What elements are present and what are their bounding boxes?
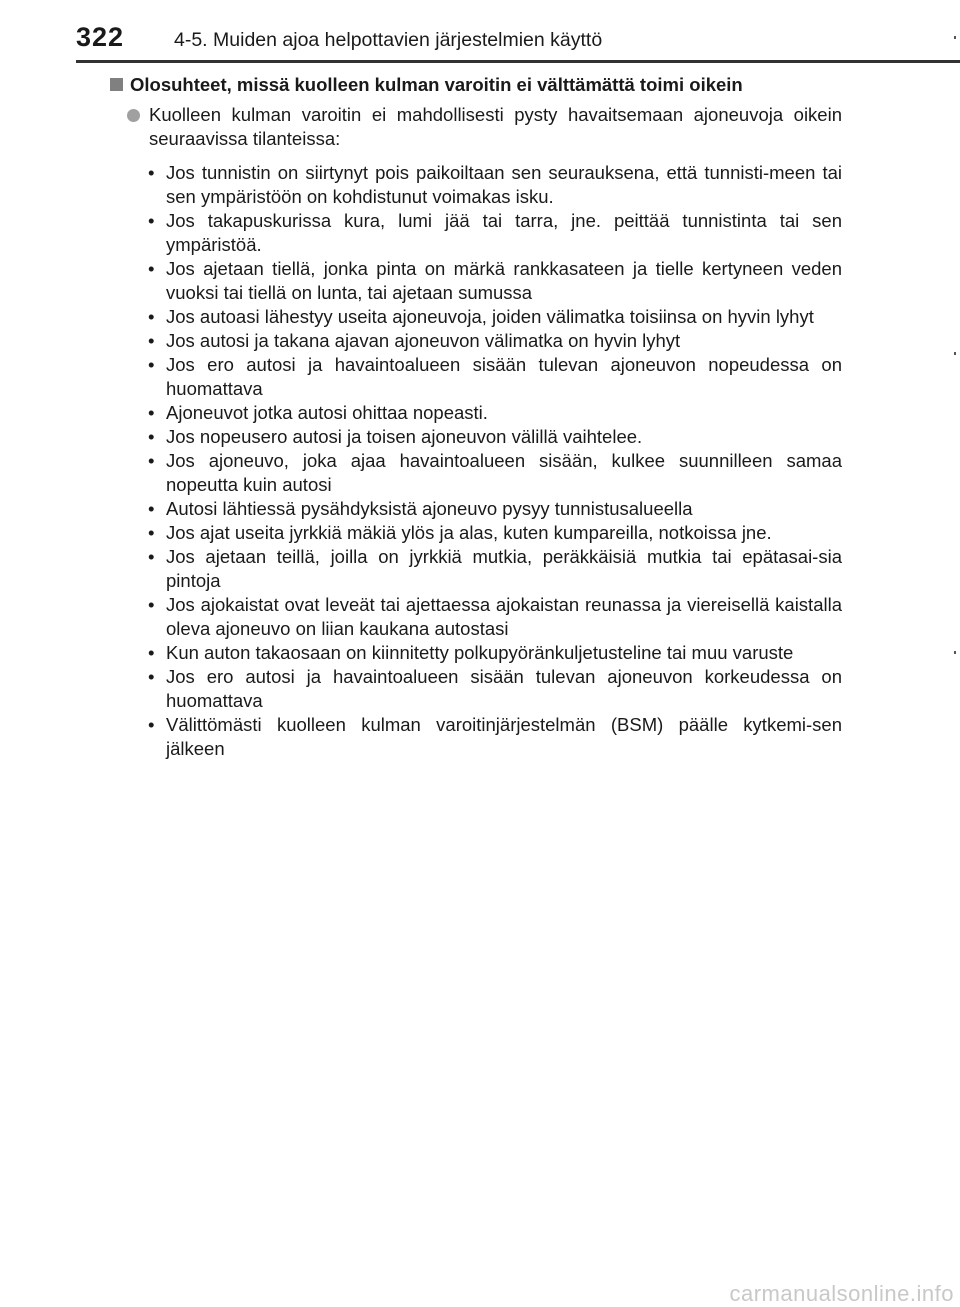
main-content — [110, 73, 842, 761]
list-item-text: Ajoneuvot jotka autosi ohittaa nopeasti. — [166, 402, 488, 423]
page-number: 322 — [76, 22, 125, 52]
bullet-mark: • — [148, 666, 155, 687]
condition-list — [110, 161, 842, 761]
bullet-mark: • — [148, 426, 155, 447]
list-item — [148, 713, 842, 761]
bullet-mark: • — [148, 306, 155, 327]
bullet-mark: • — [148, 522, 155, 543]
bullet-mark: • — [148, 450, 155, 471]
page-header — [0, 0, 960, 64]
list-item-text: Jos ajetaan teillä, joilla on jyrkkiä mutkia, peräkkäisiä mutkia tai epätasai-sia pintoja — [166, 546, 842, 591]
list-item — [148, 425, 842, 449]
list-item-text: Jos ajat useita jyrkkiä mäkiä ylös ja alas, kuten kumpareilla, notkoissa jne. — [166, 522, 772, 543]
intro-paragraph — [110, 103, 842, 151]
list-item — [148, 161, 842, 209]
list-item — [148, 545, 842, 593]
bullet-mark: • — [148, 258, 155, 279]
list-item-text: Jos ajetaan tiellä, jonka pinta on märkä rankkasateen ja tielle kertyneen veden vuoksi tai tiellä on lunta, tai ajetaan sumussa — [166, 258, 842, 303]
crop-mark — [954, 651, 956, 654]
list-item-text: Autosi lähtiessä pysähdyksistä ajoneuvo pysyy tunnistusalueella — [166, 498, 693, 519]
list-item — [148, 209, 842, 257]
list-item — [148, 521, 842, 545]
list-item-text: Jos tunnistin on siirtynyt pois paikoiltaan sen seurauksena, että tunnisti-meen tai sen ympäristöön on kohdistunut voimakas isku. — [166, 162, 842, 207]
bullet-mark: • — [148, 714, 155, 735]
list-item — [148, 257, 842, 305]
list-item-text: Jos ero autosi ja havaintoalueen sisään tulevan ajoneuvon nopeudessa on huomattava — [166, 354, 842, 399]
list-item-text: Jos nopeusero autosi ja toisen ajoneuvon välillä vaihtelee. — [166, 426, 643, 447]
list-item-text: Jos takapuskurissa kura, lumi jää tai tarra, jne. peittää tunnistinta tai sen ympäristöä. — [166, 210, 842, 255]
list-item-text: Kun auton takaosaan on kiinnitetty polkupyöränkuljetusteline tai muu varuste — [166, 642, 794, 663]
list-item-text: Jos ero autosi ja havaintoalueen sisään tulevan ajoneuvon korkeudessa on huomattava — [166, 666, 842, 711]
crop-mark — [954, 352, 956, 355]
bullet-mark: • — [148, 498, 155, 519]
bullet-mark: • — [148, 330, 155, 351]
crop-mark — [954, 36, 956, 39]
section-heading-text: Olosuhteet, missä kuolleen kulman varoitin ei välttämättä toimi oikein — [130, 74, 743, 95]
list-item-text: Jos ajoneuvo, joka ajaa havaintoalueen sisään, kulkee suunnilleen samaa nopeutta kuin autosi — [166, 450, 842, 495]
intro-text: Kuolleen kulman varoitin ei mahdollisesti pysty havaitsemaan ajoneuvoja oikein seuraavissa tilanteissa: — [149, 104, 842, 149]
watermark: carmanualsonline.info — [729, 1281, 954, 1306]
list-item-text: Jos autosi ja takana ajavan ajoneuvon välimatka on hyvin lyhyt — [166, 330, 681, 351]
list-item-text: Välittömästi kuolleen kulman varoitinjärjestelmän (BSM) päälle kytkemi-sen jälkeen — [166, 714, 842, 759]
list-item-text: Jos autoasi lähestyy useita ajoneuvoja, joiden välimatka toisiinsa on hyvin lyhyt — [166, 306, 814, 327]
bullet-mark: • — [148, 162, 155, 183]
bullet-mark: • — [148, 402, 155, 423]
list-item — [148, 353, 842, 401]
circle-bullet-icon — [127, 109, 140, 122]
list-item — [148, 449, 842, 497]
bullet-mark: • — [148, 642, 155, 663]
list-item — [148, 665, 842, 713]
bullet-mark: • — [148, 594, 155, 615]
list-item — [148, 305, 842, 329]
list-item — [148, 641, 842, 665]
bullet-mark: • — [148, 210, 155, 231]
list-item — [148, 497, 842, 521]
list-item — [148, 401, 842, 425]
bullet-mark: • — [148, 354, 155, 375]
list-item — [148, 329, 842, 353]
section-heading — [110, 73, 842, 97]
bullet-mark: • — [148, 546, 155, 567]
square-bullet-icon — [110, 78, 123, 91]
list-item — [148, 593, 842, 641]
section-title: 4-5. Muiden ajoa helpottavien järjestelmien käyttö — [174, 29, 603, 51]
list-item-text: Jos ajokaistat ovat leveät tai ajettaessa ajokaistan reunassa ja viereisellä kaistalla oleva ajoneuvo on liian kaukana autostasi — [166, 594, 842, 639]
header-rule — [76, 60, 960, 63]
